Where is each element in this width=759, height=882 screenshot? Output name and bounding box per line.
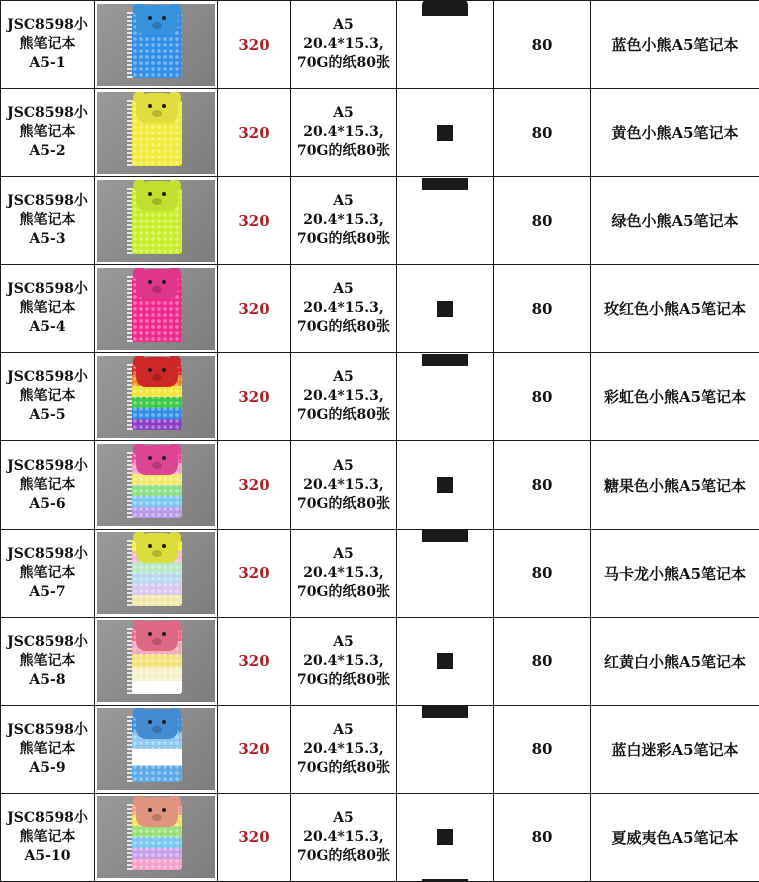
product-row <box>1 265 759 353</box>
bear-head-cover <box>136 5 178 35</box>
product-photo-cell <box>95 1 218 89</box>
redacted-image-cell <box>397 177 494 265</box>
product-code-cell <box>1 89 95 177</box>
bear-eye <box>148 720 152 724</box>
product-code-cell <box>1 617 95 705</box>
product-name-cell: 红黄白小熊A5笔记本 <box>591 617 759 705</box>
bear-nose <box>152 638 162 645</box>
spec-line: 20.4*15.3, <box>303 564 384 581</box>
product-code-line: JSC8598小 <box>7 369 88 386</box>
notebook-photo <box>97 532 215 614</box>
bear-eye <box>162 104 166 108</box>
bear-head-cover <box>136 181 178 211</box>
redacted-image-cell <box>397 1 494 89</box>
spec-line: 70G的纸80张 <box>297 671 390 688</box>
quantity-cell: 80 <box>494 529 591 617</box>
price-cell: 320 <box>218 617 291 705</box>
redaction-bar <box>422 879 468 881</box>
bear-head-cover <box>136 93 178 123</box>
product-code-cell <box>1 353 95 441</box>
spec-line: A5 <box>333 369 354 386</box>
bear-nose <box>152 726 162 733</box>
bear-eye <box>162 280 166 284</box>
notebook-photo <box>97 708 215 790</box>
redacted-image-cell <box>397 617 494 705</box>
price-cell: 320 <box>218 793 291 881</box>
spec-cell <box>291 353 397 441</box>
product-code-line: 熊笔记本 <box>19 212 76 229</box>
bear-nose <box>152 110 162 117</box>
spec-line: 70G的纸80张 <box>297 847 390 864</box>
product-code-line: A5-5 <box>29 407 66 424</box>
bear-eye <box>148 104 152 108</box>
spec-line: 70G的纸80张 <box>297 759 390 776</box>
product-photo-cell <box>95 617 218 705</box>
notebook-photo <box>97 796 215 878</box>
notebook-photo <box>97 92 215 174</box>
product-photo-cell <box>95 89 218 177</box>
quantity-cell: 80 <box>494 441 591 529</box>
product-code-line: 熊笔记本 <box>19 652 76 669</box>
redacted-image-cell <box>397 529 494 617</box>
product-name-cell: 夏威夷色A5笔记本 <box>591 793 759 881</box>
redaction-area <box>397 178 493 264</box>
product-code-line: 熊笔记本 <box>19 124 76 141</box>
bear-head-cover <box>136 709 178 739</box>
product-photo-cell <box>95 441 218 529</box>
price-cell: 320 <box>218 89 291 177</box>
quantity-cell: 80 <box>494 353 591 441</box>
redaction-area <box>397 90 493 176</box>
bear-nose <box>152 462 162 469</box>
product-name-cell: 蓝色小熊A5笔记本 <box>591 1 759 89</box>
product-row <box>1 1 759 89</box>
product-photo-cell <box>95 177 218 265</box>
spec-line: A5 <box>333 633 354 650</box>
redaction-area <box>397 706 493 792</box>
spec-cell <box>291 265 397 353</box>
product-code-line: A5-1 <box>29 55 66 72</box>
spec-cell <box>291 793 397 881</box>
spec-cell <box>291 1 397 89</box>
spec-cell <box>291 177 397 265</box>
price-cell: 320 <box>218 177 291 265</box>
spec-line: 20.4*15.3, <box>303 740 384 757</box>
redaction-bar <box>422 178 468 190</box>
quantity-cell: 80 <box>494 89 591 177</box>
redaction-area <box>397 530 493 616</box>
quantity-cell: 80 <box>494 617 591 705</box>
spec-line: A5 <box>333 17 354 34</box>
spec-line: A5 <box>333 809 354 826</box>
spec-line: 20.4*15.3, <box>303 300 384 317</box>
quantity-cell: 80 <box>494 793 591 881</box>
notebook-photo <box>97 356 215 438</box>
redacted-image-cell <box>397 705 494 793</box>
product-row <box>1 617 759 705</box>
redaction-square <box>437 301 453 317</box>
product-code-line: 熊笔记本 <box>19 740 76 757</box>
spec-line: A5 <box>333 545 354 562</box>
product-code-line: JSC8598小 <box>7 809 88 826</box>
price-cell: 320 <box>218 1 291 89</box>
product-code-line: A5-4 <box>29 319 66 336</box>
redaction-area <box>397 266 493 352</box>
quantity-cell: 80 <box>494 1 591 89</box>
bear-eye <box>162 632 166 636</box>
notebook-photo <box>97 620 215 702</box>
spec-line: 70G的纸80张 <box>297 319 390 336</box>
spec-line: 70G的纸80张 <box>297 407 390 424</box>
spec-line: A5 <box>333 281 354 298</box>
spec-line: 70G的纸80张 <box>297 495 390 512</box>
spec-line: 20.4*15.3, <box>303 652 384 669</box>
spec-line: 20.4*15.3, <box>303 476 384 493</box>
product-photo-cell <box>95 705 218 793</box>
bear-eye <box>162 368 166 372</box>
bear-head-cover <box>136 269 178 299</box>
notebook-photo <box>97 4 215 86</box>
product-code-line: A5-10 <box>24 847 71 864</box>
product-code-line: 熊笔记本 <box>19 828 76 845</box>
spec-line: 20.4*15.3, <box>303 36 384 53</box>
bear-head-cover <box>136 797 178 827</box>
price-cell: 320 <box>218 529 291 617</box>
bear-eye <box>162 720 166 724</box>
product-code-line: JSC8598小 <box>7 17 88 34</box>
spec-line: 70G的纸80张 <box>297 583 390 600</box>
product-code-line: JSC8598小 <box>7 633 88 650</box>
product-code-line: JSC8598小 <box>7 545 88 562</box>
product-row <box>1 793 759 881</box>
spec-line: 70G的纸80张 <box>297 231 390 248</box>
product-name-cell: 马卡龙小熊A5笔记本 <box>591 529 759 617</box>
product-photo-cell <box>95 265 218 353</box>
product-code-line: A5-6 <box>29 495 66 512</box>
product-code-cell <box>1 529 95 617</box>
spec-line: 70G的纸80张 <box>297 55 390 72</box>
spec-cell <box>291 617 397 705</box>
spec-cell <box>291 89 397 177</box>
redaction-square <box>437 125 453 141</box>
product-code-line: JSC8598小 <box>7 721 88 738</box>
product-code-line: 熊笔记本 <box>19 388 76 405</box>
notebook-photo <box>97 444 215 526</box>
product-code-line: JSC8598小 <box>7 105 88 122</box>
spec-line: 20.4*15.3, <box>303 828 384 845</box>
product-row <box>1 705 759 793</box>
bear-nose <box>152 374 162 381</box>
spec-line: 70G的纸80张 <box>297 143 390 160</box>
bear-nose <box>152 550 162 557</box>
product-photo-cell <box>95 793 218 881</box>
redaction-cap <box>422 1 468 16</box>
product-code-cell <box>1 177 95 265</box>
bear-head-cover <box>136 621 178 651</box>
price-cell: 320 <box>218 265 291 353</box>
redaction-area <box>397 354 493 440</box>
spec-line: 20.4*15.3, <box>303 124 384 141</box>
redaction-area <box>397 442 493 528</box>
product-code-line: 熊笔记本 <box>19 300 76 317</box>
product-name-cell: 糖果色小熊A5笔记本 <box>591 441 759 529</box>
bear-eye <box>148 632 152 636</box>
product-name-cell: 绿色小熊A5笔记本 <box>591 177 759 265</box>
product-name-cell: 蓝白迷彩A5笔记本 <box>591 705 759 793</box>
product-name-cell: 黄色小熊A5笔记本 <box>591 89 759 177</box>
product-photo-cell <box>95 353 218 441</box>
bear-eye <box>162 808 166 812</box>
price-cell: 320 <box>218 441 291 529</box>
redaction-area <box>397 618 493 704</box>
redacted-image-cell <box>397 89 494 177</box>
bear-eye <box>148 544 152 548</box>
redacted-image-cell <box>397 265 494 353</box>
product-name-cell: 彩虹色小熊A5笔记本 <box>591 353 759 441</box>
product-row <box>1 441 759 529</box>
price-cell: 320 <box>218 705 291 793</box>
redaction-bar <box>422 354 468 366</box>
redacted-image-cell <box>397 793 494 881</box>
bear-nose <box>152 286 162 293</box>
redaction-square <box>437 653 453 669</box>
product-code-cell <box>1 441 95 529</box>
spec-line: A5 <box>333 457 354 474</box>
product-code-line: 熊笔记本 <box>19 36 76 53</box>
redacted-image-cell <box>397 441 494 529</box>
product-row <box>1 177 759 265</box>
bear-eye <box>148 16 152 20</box>
product-code-line: A5-9 <box>29 759 66 776</box>
bear-head-cover <box>136 445 178 475</box>
spec-cell <box>291 529 397 617</box>
spec-cell <box>291 441 397 529</box>
product-code-line: A5-8 <box>29 671 66 688</box>
product-code-line: A5-7 <box>29 583 66 600</box>
product-code-line: A5-3 <box>29 231 66 248</box>
spec-cell <box>291 705 397 793</box>
redaction-bar <box>422 530 468 542</box>
spec-line: 20.4*15.3, <box>303 388 384 405</box>
quantity-cell: 80 <box>494 705 591 793</box>
notebook-photo <box>97 180 215 262</box>
product-table-body <box>1 1 759 882</box>
product-code-line: A5-2 <box>29 143 66 160</box>
product-row <box>1 89 759 177</box>
redaction-area <box>397 2 493 88</box>
product-row <box>1 353 759 441</box>
redacted-image-cell <box>397 353 494 441</box>
bear-eye <box>162 456 166 460</box>
bear-eye <box>148 808 152 812</box>
bear-eye <box>148 368 152 372</box>
product-code-cell <box>1 793 95 881</box>
bear-head-cover <box>136 533 178 563</box>
notebook-photo <box>97 268 215 350</box>
product-code-line: JSC8598小 <box>7 193 88 210</box>
product-code-cell <box>1 265 95 353</box>
bear-eye <box>162 192 166 196</box>
spec-line: A5 <box>333 721 354 738</box>
spec-line: A5 <box>333 193 354 210</box>
bear-eye <box>148 456 152 460</box>
product-name-cell: 玫红色小熊A5笔记本 <box>591 265 759 353</box>
product-row <box>1 529 759 617</box>
bear-head-cover <box>136 357 178 387</box>
redaction-bar <box>422 706 468 718</box>
redaction-square <box>437 477 453 493</box>
bear-nose <box>152 198 162 205</box>
bear-nose <box>152 814 162 821</box>
product-code-line: 熊笔记本 <box>19 476 76 493</box>
bear-eye <box>148 192 152 196</box>
redaction-area <box>397 794 493 880</box>
product-code-cell <box>1 1 95 89</box>
product-photo-cell <box>95 529 218 617</box>
product-code-line: 熊笔记本 <box>19 564 76 581</box>
product-code-cell <box>1 705 95 793</box>
spec-line: 20.4*15.3, <box>303 212 384 229</box>
quantity-cell: 80 <box>494 177 591 265</box>
quantity-cell: 80 <box>494 265 591 353</box>
bear-eye <box>148 280 152 284</box>
redaction-square <box>437 829 453 845</box>
product-code-line: JSC8598小 <box>7 457 88 474</box>
bear-nose <box>152 22 162 29</box>
price-cell: 320 <box>218 353 291 441</box>
product-code-line: JSC8598小 <box>7 281 88 298</box>
spec-line: A5 <box>333 105 354 122</box>
bear-eye <box>162 544 166 548</box>
bear-eye <box>162 16 166 20</box>
